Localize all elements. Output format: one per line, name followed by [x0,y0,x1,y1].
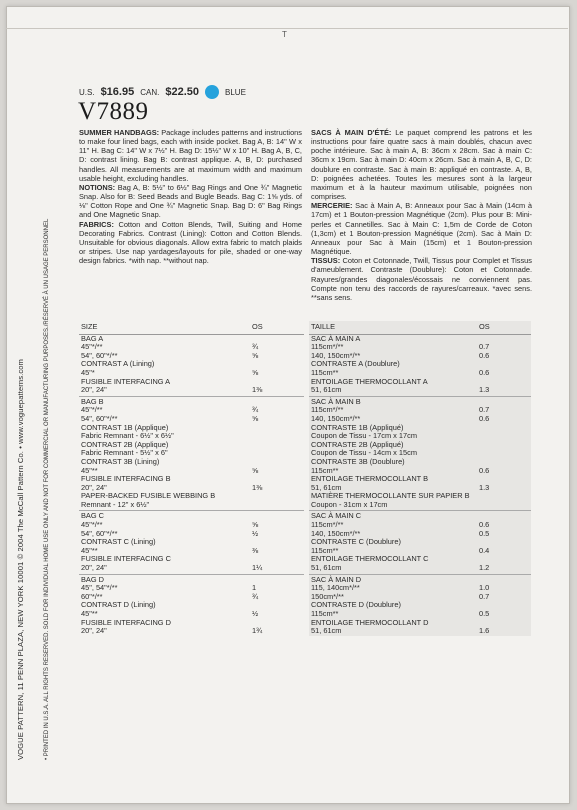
row-label: 54", 60"*/** [81,350,118,360]
row-value: 0.6 [479,465,490,475]
row-label: FUSIBLE INTERFACING B [81,474,171,484]
english-description [79,128,302,265]
row-value [479,492,529,501]
row-value: 1¾ [252,626,263,636]
row-value [479,432,529,441]
table-row [79,512,304,521]
table-row [79,601,304,610]
row-label: Coupon de Tissu - 17cm x 17cm [311,431,417,441]
row-value: 1⅜ [252,482,263,492]
row-value [252,441,302,450]
row-label: 45"** [81,609,98,618]
yardage-table-english [79,321,304,636]
row-value [252,424,302,433]
row-value [252,492,302,501]
row-label: CONTRAST 2B (Applique) [81,439,169,449]
french-description [311,128,532,302]
row-value: 1⅜ [252,385,263,395]
row-value: 1.3 [479,385,490,395]
row-label: 45"*/** [81,342,103,352]
can-price: $22.50 [165,86,199,98]
row-value [252,449,302,458]
envelope-flap-fold [6,28,568,29]
row-value: ½ [252,528,259,538]
table-row [79,398,304,407]
flap-mark: T [282,30,287,39]
row-label: SAC À MAIN D [311,574,362,584]
table-row [309,564,531,573]
size-column-header: SIZE [81,322,98,331]
row-label: FUSIBLE INTERFACING D [81,617,171,627]
row-value: ¾ [252,591,259,601]
row-value: ¾ [252,342,259,352]
yardage-table-french [309,321,531,636]
os-column-header: OS [479,322,490,331]
table-row [79,335,304,344]
table-row [79,475,304,484]
fr-notions-text: Sac à Main A, B: Anneaux pour Sac à Main (14cm à 17cm) et 1 Bouton-pression Magnétique (2cm). Plus pour B: Mini-perles et Cannetilles. Sac à Main C: 1,5m de Corde de Coton (1,3cm) et 1 Bouton-pression Magnétique (2cm). Sac à Main D: Anneaux pour Sac à Main (15cm) et 1 Bouton-pression Magnétique. [311,201,532,257]
row-value: 1¼ [252,563,263,573]
row-label: 115cm** [311,465,339,475]
row-value: ⅝ [252,465,259,475]
table-body [309,335,531,636]
us-price-label: U.S. [79,87,95,97]
row-label: FUSIBLE INTERFACING C [81,554,171,564]
row-value [252,601,302,610]
row-label: 51, 61cm [311,563,342,573]
en-notions-title: NOTIONS: [79,182,116,192]
row-label: CONTRASTE 2B (Appliqué) [311,439,404,449]
row-value: 1.0 [479,583,490,593]
row-value: 0.6 [479,367,490,377]
table-row [309,458,531,467]
row-label: 140, 150cm*/** [311,350,361,360]
row-label: 20", 24" [81,626,107,636]
row-label: CONTRAST C (Lining) [81,537,156,547]
row-value: ⅝ [252,413,259,423]
row-label: SAC À MAIN B [311,396,361,406]
row-label: ENTOILAGE THERMOCOLLANT D [311,617,429,627]
row-label: Coupon de Tissu - 14cm x 15cm [311,448,417,458]
row-label: CONTRAST D (Lining) [81,600,156,610]
table-row [309,386,531,395]
row-label: SAC À MAIN C [311,511,362,521]
row-label: FUSIBLE INTERFACING A [81,376,171,386]
table-divider [79,574,304,575]
row-value: ⅝ [252,350,259,360]
row-label: 115cm** [311,545,339,555]
row-label: 140, 150cm*/** [311,413,361,423]
row-value: 0.7 [479,342,490,352]
row-label: Coupon - 31cm x 17cm [311,499,388,509]
row-label: BAG A [81,333,104,343]
table-row [309,538,531,547]
row-label: BAG C [81,511,104,521]
fr-notions-title: MERCERIE: [311,201,353,211]
row-value: 0.7 [479,405,490,415]
row-label: 115cm** [311,367,339,377]
table-row [79,458,304,467]
fr-summer-title: SACS À MAIN D'ÉTÉ: [311,128,392,137]
row-label: 51, 61cm [311,385,342,395]
table-row [309,360,531,369]
us-price: $16.95 [100,86,135,98]
table-row [79,501,304,510]
row-label: 54", 60"*/** [81,528,118,538]
row-label: CONTRASTE D (Doublure) [311,600,401,610]
row-label: 115cm*/** [311,405,344,415]
taille-column-header: TAILLE [311,322,336,331]
row-value [479,449,529,458]
row-label: 60"*/** [81,591,103,601]
row-label: 45"** [81,545,98,555]
table-header [79,321,304,335]
row-value: 1.3 [479,482,490,492]
row-value: 0.6 [479,413,490,423]
row-value [252,576,302,585]
row-value [252,458,302,467]
row-value [479,441,529,450]
can-price-label: CAN. [140,87,160,97]
row-label: SAC À MAIN A [311,333,361,343]
row-value: 0.7 [479,591,490,601]
row-label: 45"* [81,367,95,377]
row-label: Fabric Remnant - 6½" x 6½" [81,431,174,441]
row-value [252,398,302,407]
row-label: CONTRASTE C (Doublure) [311,537,401,547]
row-label: 140, 150cm*/** [311,528,361,538]
row-label: ENTOILAGE THERMOCOLLANT C [311,554,429,564]
row-label: 45"*/** [81,405,103,415]
table-divider [79,510,304,511]
row-value: 0.6 [479,520,490,530]
en-summer-text: Package includes patterns and instructions to make four lined bags, each with inside pocket. Bag A, B: 14" W x 11" H. Bag C: 14" W x 7½" H. Bag D: 15½" W x 10" H. Bag A, B, C, D: contrast lining. Bag B: contrast applique. A, B, D: purchased handles. All measurements are at maximum width and maximum usable height, excluding handles. [79,128,302,183]
row-value: 0.6 [479,350,490,360]
table-row [309,501,531,510]
row-value: ¾ [252,405,259,415]
row-label: 115, 140cm*/** [311,583,360,593]
row-value: 0.5 [479,528,490,538]
table-row [309,619,531,628]
row-label: PAPER-BACKED FUSIBLE WEBBING B [81,491,216,501]
row-label: 20", 24" [81,385,107,395]
table-row [309,555,531,564]
row-value: ⅜ [252,545,259,555]
row-value [252,360,302,369]
table-row [79,584,304,593]
row-label: 150cm*/** [311,591,344,601]
row-value [252,501,302,510]
color-swatch-icon [205,85,219,99]
table-row [79,378,304,387]
row-label: Fabric Remnant - 5½" x 6" [81,448,168,458]
table-divider [79,396,304,397]
table-row [79,386,304,395]
row-label: 20", 24" [81,563,107,573]
row-label: 45", 54"*/** [81,583,118,593]
row-value [252,432,302,441]
row-label: CONTRASTE 1B (Appliqué) [311,422,404,432]
row-label: ENTOILAGE THERMOCOLLANT A [311,376,428,386]
table-row [309,627,531,636]
price-row [79,85,246,99]
row-value: 1 [252,583,257,593]
row-value: ½ [252,609,259,618]
fr-summer-text: Le paquet comprend les patrons et les instructions pour faire quatre sacs à main doublés, chacun avec poche intérieure. Sac à main A, B: 36cm x 28cm. Sac à main C: 36cm x 19cm. Sac à main D: 40cm x 26cm. Sac à main A, B, C, D: doublure en contraste. Sac à main B: appliqué en contraste. A, B, D: poignées achetées. Toutes les mesures sont à la largeur maximum et à la hauteur maximum utilisable, poignées non comprises. [311,128,532,202]
table-header [309,321,531,335]
row-label: BAG B [81,396,104,406]
pattern-number: V7889 [78,98,149,125]
fr-fabrics-text: Coton et Cotonnade, Twill, Tissus pour Complet et Tissus d'ameublement. Contraste (Doublure): Coton et Cotonnade. Rayures/grandes diagonales/écossais ne conviennent pas. Compte non tenu des raccords de rayures/carreaux. *avec sens. **sans sens. [311,256,532,302]
table-row [79,555,304,564]
row-label: 51, 61cm [311,482,342,492]
table-row [309,475,531,484]
en-fabrics-text: Cotton and Cotton Blends, Twill, Suiting and Home Decorating Fabrics. Contrast (Lining): Cotton and Cotton Blends. Unsuitable for obvious diagonals. Allow extra fabric to match plaids or stripes. Use nap yardages/layouts for pile, shaded or one-way design fabrics. *with nap. **without nap. [79,219,302,266]
table-row [79,619,304,628]
row-label: CONTRASTE A (Doublure) [311,359,400,369]
copyright-notice: • PRINTED IN U.S.A. ALL RIGHTS RESERVED. SOLD FOR INDIVIDUAL HOME USE ONLY AND NOT FOR COMMERCIAL OR MANUFACTURING PURPOSES./RÉSERVÉ À UN USAGE PERSONNEL [44,218,50,760]
table-row [79,627,304,636]
os-column-header: OS [252,322,263,331]
table-body [79,335,304,636]
row-label: 20", 24" [81,482,107,492]
publisher-address: VOGUE PATTERN, 11 PENN PLAZA, NEW YORK 10001 © 2004 The McCall Pattern Co. • www.voguepatterns.com [16,359,25,760]
row-value [252,335,302,344]
color-label: BLUE [225,87,246,97]
table-row [309,378,531,387]
row-label: 54", 60"*/** [81,413,118,423]
en-summer-title: SUMMER HANDBAGS: [79,128,160,137]
row-value: 1.2 [479,563,490,573]
row-label: 45"*/** [81,520,103,530]
row-label: 115cm*/** [311,520,344,530]
row-value: 1.6 [479,626,490,636]
row-value: 0.5 [479,609,490,618]
row-value [479,424,529,433]
row-value [479,501,529,510]
row-value [252,538,302,547]
row-label: BAG D [81,574,104,584]
row-label: CONTRAST A (Lining) [81,359,155,369]
row-label: 45"** [81,465,98,475]
row-label: CONTRAST 1B (Applique) [81,422,169,432]
row-label: Remnant - 12" x 6½" [81,499,150,509]
row-label: CONTRASTE 3B (Doublure) [311,456,405,466]
row-label: 51, 61cm [311,626,342,636]
row-label: CONTRAST 3B (Lining) [81,456,160,466]
table-row [79,538,304,547]
table-row [309,601,531,610]
table-row [79,360,304,369]
row-value: ⅝ [252,520,259,530]
row-label: 115cm*/** [311,342,344,352]
en-notions-text: Bag A, B: 5½" to 6½" Bag Rings and One ¾" Magnetic Snap. Also for B: Seed Beads and Bugle Beads. Bag C: 1⅝ yds. of ⅛" Cotton Rope and One ¾" Magnetic Snap. Bag D: 6" Bag Rings and One Magnetic Snap. [79,182,302,220]
row-value: 0.4 [479,545,490,555]
en-fabrics-title: FABRICS: [79,219,114,229]
fr-fabrics-title: TISSUS: [311,256,341,266]
row-value: ⅝ [252,367,259,377]
row-label: MATIÈRE THERMOCOLLANTE SUR PAPIER B [311,491,470,501]
row-label: 115cm** [311,609,339,618]
table-row [79,564,304,573]
row-label: ENTOILAGE THERMOCOLLANT B [311,474,429,484]
row-value [252,512,302,521]
